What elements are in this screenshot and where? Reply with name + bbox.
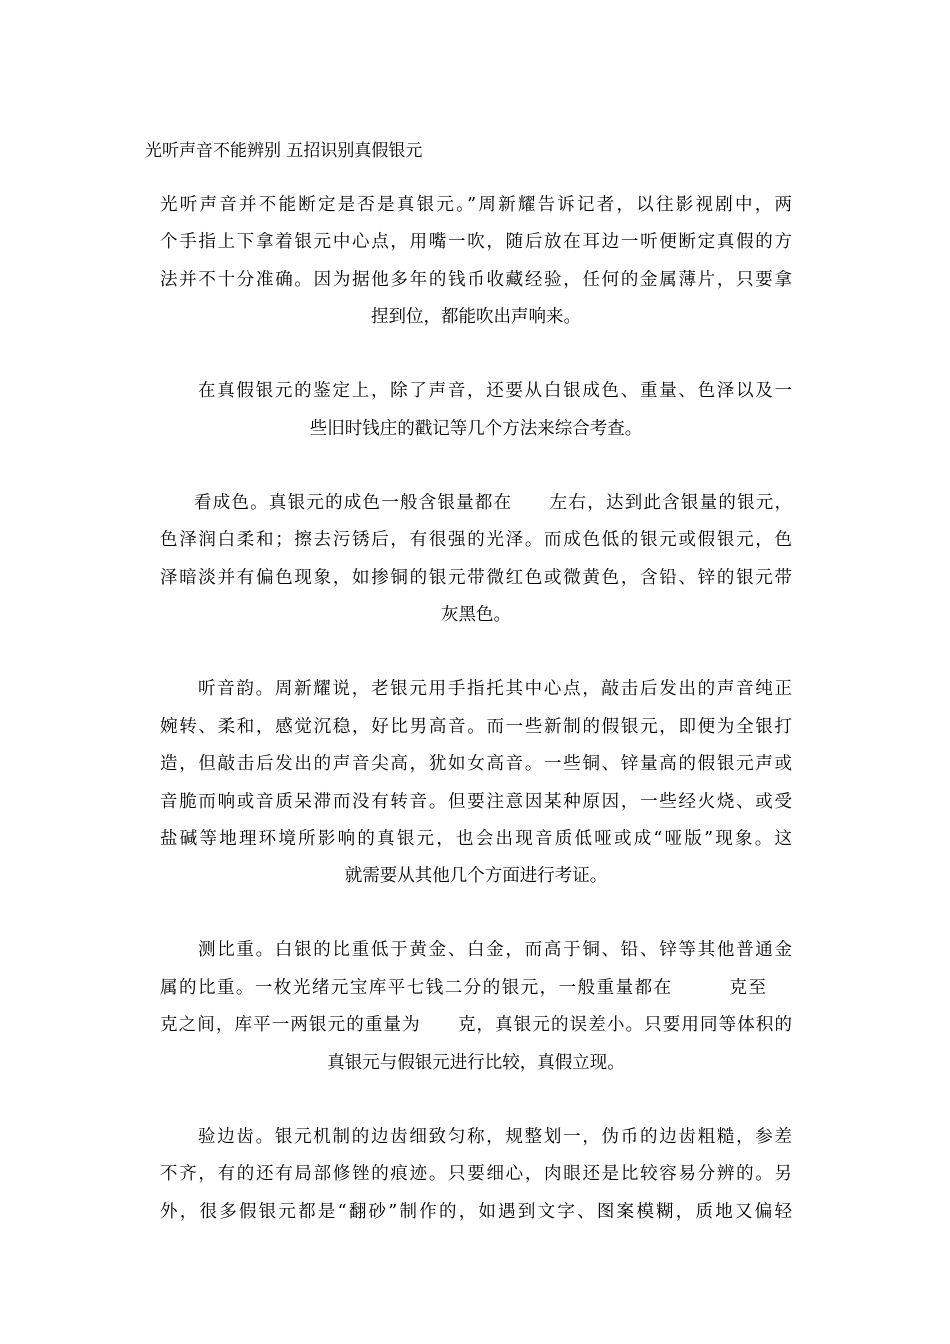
text-line: 婉转、柔和，感觉沉稳，好比男高音。而一些新制的假银元，即便为全银打 xyxy=(160,717,792,737)
text-line: 测比重。白银的比重低于黄金、白金，而高于铜、铅、锌等其他普通金 xyxy=(198,940,792,960)
text-line: 验边齿。银元机制的边齿细致匀称，规整划一，伪币的边齿粗糙，参差 xyxy=(198,1127,792,1147)
text-line: 灰黑色。 xyxy=(441,605,511,625)
text-line: 些旧时钱庄的戳记等几个方法来综合考查。 xyxy=(309,419,643,439)
text-line: 泽暗淡并有偏色现象，如掺铜的银元带微红色或微黄色，含铅、锌的银元带 xyxy=(160,568,792,588)
text-line: 个手指上下拿着银元中心点，用嘴一吹，随后放在耳边一听便断定真假的方 xyxy=(160,232,792,252)
text-line: 看成色。真银元的成色一般含银量都在 左右，达到此含银量的银元， xyxy=(194,493,792,513)
text-line: 克之间，库平一两银元的重量为 克，真银元的误差小。只要用同等体积的 xyxy=(160,1015,792,1035)
text-line: 光听声音并不能断定是否是真银元。”周新耀告诉记者，以往影视剧中，两 xyxy=(160,195,792,215)
document-title: 光听声音不能辨别 五招识别真假银元 xyxy=(145,141,423,161)
text-line: 盐碱等地理环境所影响的真银元，也会出现音质低哑或成“哑版”现象。这 xyxy=(160,829,792,849)
text-line: 真银元与假银元进行比较，真假立现。 xyxy=(327,1053,625,1073)
text-line: 法并不十分准确。因为据他多年的钱币收藏经验，任何的金属薄片，只要拿 xyxy=(160,270,792,290)
text-line: 捏到位，都能吹出声响来。 xyxy=(371,307,581,327)
text-line: 音脆而响或音质呆滞而没有转音。但要注意因某种原因，一些经火烧、或受 xyxy=(160,792,792,812)
text-line: 属的比重。一枚光绪元宝库平七钱二分的银元，一般重量都在 克至 xyxy=(160,978,766,998)
text-line: 听音韵。周新耀说，老银元用手指托其中心点，敲击后发出的声音纯正 xyxy=(198,679,792,699)
text-line: 就需要从其他几个方面进行考证。 xyxy=(344,866,608,886)
text-line: 不齐，有的还有局部修锉的痕迹。只要细心，肉眼还是比较容易分辨的。另 xyxy=(160,1164,792,1184)
text-line: 外，很多假银元都是“翻砂”制作的，如遇到文字、图案模糊，质地又偏轻 xyxy=(160,1202,792,1222)
text-line: 在真假银元的鉴定上，除了声音，还要从白银成色、重量、色泽以及一 xyxy=(198,381,792,401)
text-line: 色泽润白柔和；擦去污锈后，有很强的光泽。而成色低的银元或假银元，色 xyxy=(160,530,792,550)
text-line: 造，但敲击后发出的声音尖高，犹如女高音。一些铜、锌量高的假银元声或 xyxy=(160,754,792,774)
